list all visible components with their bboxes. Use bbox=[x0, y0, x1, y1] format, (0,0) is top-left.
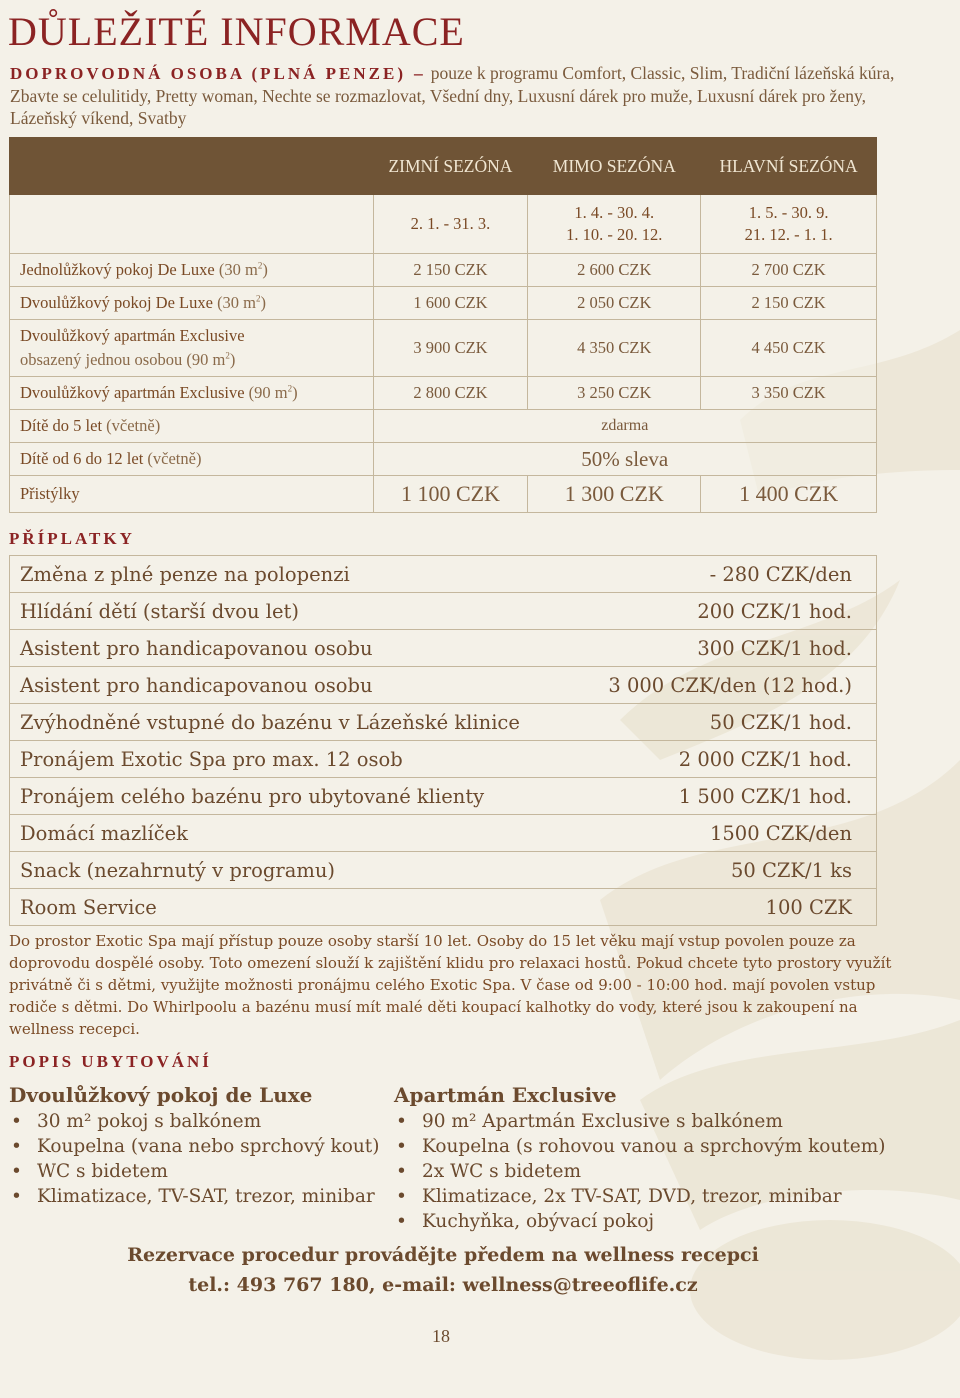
feature-text: Klimatizace, 2x TV-SAT, DVD, trezor, minibar bbox=[422, 1186, 842, 1207]
surcharge-label: Domácí mazlíček bbox=[10, 815, 569, 852]
child-6-12-label: Dítě od 6 do 12 let (včetně) bbox=[10, 443, 374, 476]
surcharge-row bbox=[10, 815, 877, 852]
bullet-icon: • bbox=[396, 1186, 407, 1207]
feature-item bbox=[9, 1184, 389, 1209]
feature-item bbox=[9, 1109, 389, 1134]
feature-item bbox=[394, 1134, 914, 1159]
surcharge-label: Zvýhodněné vstupné do bazénu v Lázeňské klinice bbox=[10, 704, 569, 741]
child-under5-value: zdarma bbox=[373, 410, 876, 443]
season-main-name: HLAVNÍ SEZÓNA bbox=[701, 138, 877, 195]
surcharges-heading: PŘÍPLATKY bbox=[9, 529, 135, 548]
price-row bbox=[10, 287, 877, 320]
feature-text: 90 m² Apartmán Exclusive s balkónem bbox=[422, 1111, 783, 1132]
surcharge-value: 300 CZK/1 hod. bbox=[569, 630, 877, 667]
extra-bed-row bbox=[10, 476, 877, 513]
price-main: 2 150 CZK bbox=[701, 287, 877, 320]
reservation-note: Rezervace procedur provádějte předem na wellness recepci bbox=[127, 1244, 759, 1266]
header-empty-cell bbox=[10, 138, 374, 195]
season-dates-row bbox=[10, 195, 877, 254]
feature-item bbox=[9, 1159, 389, 1184]
price-off: 2 050 CZK bbox=[528, 287, 701, 320]
price-row bbox=[10, 254, 877, 287]
surcharge-value: 1500 CZK/den bbox=[569, 815, 877, 852]
feature-text: Koupelna (s rohovou vanou a sprchovým koutem) bbox=[422, 1136, 886, 1157]
bullet-icon: • bbox=[396, 1211, 407, 1232]
feature-item bbox=[394, 1109, 914, 1134]
surcharge-row bbox=[10, 852, 877, 889]
feature-text: 2x WC s bidetem bbox=[422, 1161, 581, 1182]
extra-bed-off: 1 300 CZK bbox=[528, 476, 701, 513]
feature-text: Koupelna (vana nebo sprchový kout) bbox=[37, 1136, 380, 1157]
surcharge-row bbox=[10, 630, 877, 667]
surcharge-value: 2 000 CZK/1 hod. bbox=[569, 741, 877, 778]
child-6-12-value: 50% sleva bbox=[373, 443, 876, 476]
season-main-dates: 1. 5. - 30. 9. 21. 12. - 1. 1. bbox=[701, 195, 877, 254]
surcharge-value: 50 CZK/1 hod. bbox=[569, 704, 877, 741]
surcharge-label: Asistent pro handicapovanou osobu bbox=[10, 630, 569, 667]
feature-item bbox=[9, 1134, 389, 1159]
surcharge-row bbox=[10, 593, 877, 630]
price-table bbox=[9, 137, 877, 513]
surcharge-label: Změna z plné penze na polopenzi bbox=[10, 556, 569, 593]
surcharge-label: Pronájem Exotic Spa pro max. 12 osob bbox=[10, 741, 569, 778]
season-off-dates: 1. 4. - 30. 4. 1. 10. - 20. 12. bbox=[528, 195, 701, 254]
companion-text: pouze k programu Comfort, Classic, Slim, Tradiční lázeňská kúra, Zbavte se celulitidy, Pretty woman, Nechte se rozmazlovat, Všední dny, Luxusní dárek pro muže, Luxusní dárek pro ženy, Lázeňský víkend, Svatby bbox=[10, 63, 895, 128]
bullet-icon: • bbox=[396, 1136, 407, 1157]
feature-text: Kuchyňka, obývací pokoj bbox=[422, 1211, 655, 1232]
season-header-row bbox=[10, 138, 877, 195]
surcharge-row bbox=[10, 889, 877, 926]
surcharge-row bbox=[10, 667, 877, 704]
price-winter: 1 600 CZK bbox=[373, 287, 528, 320]
bullet-icon: • bbox=[11, 1111, 22, 1132]
surcharge-label: Room Service bbox=[10, 889, 569, 926]
surcharge-label: Asistent pro handicapovanou osobu bbox=[10, 667, 569, 704]
price-row bbox=[10, 377, 877, 410]
room-deluxe-features bbox=[9, 1109, 389, 1209]
extra-bed-label: Přistýlky bbox=[10, 476, 374, 513]
extra-bed-winter: 1 100 CZK bbox=[373, 476, 528, 513]
price-main: 2 700 CZK bbox=[701, 254, 877, 287]
surcharge-value: - 280 CZK/den bbox=[569, 556, 877, 593]
surcharge-row bbox=[10, 556, 877, 593]
price-winter: 3 900 CZK bbox=[373, 320, 528, 377]
apartment-exclusive-title: Apartmán Exclusive bbox=[394, 1083, 617, 1107]
surcharge-label: Snack (nezahrnutý v programu) bbox=[10, 852, 569, 889]
surcharge-value: 1 500 CZK/1 hod. bbox=[569, 778, 877, 815]
page-number: 18 bbox=[432, 1326, 450, 1346]
bullet-icon: • bbox=[11, 1161, 22, 1182]
price-off: 4 350 CZK bbox=[528, 320, 701, 377]
feature-text: Klimatizace, TV-SAT, trezor, minibar bbox=[37, 1186, 375, 1207]
room-label: Dvoulůžkový pokoj De Luxe (30 $m^2$) bbox=[10, 287, 374, 320]
surcharge-value: 200 CZK/1 hod. bbox=[569, 593, 877, 630]
apartment-exclusive-description bbox=[394, 1083, 914, 1234]
bullet-icon: • bbox=[396, 1161, 407, 1182]
price-main: 3 350 CZK bbox=[701, 377, 877, 410]
surcharge-label: Hlídání dětí (starší dvou let) bbox=[10, 593, 569, 630]
companion-info bbox=[10, 62, 910, 129]
surcharge-row bbox=[10, 704, 877, 741]
bullet-icon: • bbox=[11, 1136, 22, 1157]
bullet-icon: • bbox=[396, 1111, 407, 1132]
extra-bed-main: 1 400 CZK bbox=[701, 476, 877, 513]
season-winter-name: ZIMNÍ SEZÓNA bbox=[373, 138, 528, 195]
season-off-name: MIMO SEZÓNA bbox=[528, 138, 701, 195]
companion-dash: – bbox=[413, 63, 423, 83]
feature-text: 30 m² pokoj s balkónem bbox=[37, 1111, 262, 1132]
price-winter: 2 150 CZK bbox=[373, 254, 528, 287]
surcharge-row bbox=[10, 741, 877, 778]
season-winter-dates: 2. 1. - 31. 3. bbox=[373, 195, 528, 254]
accommodation-heading: POPIS UBYTOVÁNÍ bbox=[9, 1052, 212, 1071]
price-off: 2 600 CZK bbox=[528, 254, 701, 287]
child-6-12-row bbox=[10, 443, 877, 476]
surcharge-value: 100 CZK bbox=[569, 889, 877, 926]
companion-heading: DOPROVODNÁ OSOBA (PLNÁ PENZE) bbox=[10, 64, 406, 83]
feature-item bbox=[394, 1159, 914, 1184]
price-off: 3 250 CZK bbox=[528, 377, 701, 410]
price-main: 4 450 CZK bbox=[701, 320, 877, 377]
room-deluxe-title: Dvoulůžkový pokoj de Luxe bbox=[9, 1083, 313, 1107]
price-row bbox=[10, 320, 877, 377]
surcharges-table bbox=[9, 555, 877, 926]
surcharge-value: 50 CZK/1 ks bbox=[569, 852, 877, 889]
apartment-exclusive-features bbox=[394, 1109, 914, 1234]
surcharge-label: Pronájem celého bazénu pro ubytované klienty bbox=[10, 778, 569, 815]
child-under5-label: Dítě do 5 let (včetně) bbox=[10, 410, 374, 443]
room-label: Dvoulůžkový apartmán Exclusive (90 $m^2$) bbox=[10, 377, 374, 410]
dates-empty-cell bbox=[10, 195, 374, 254]
room-deluxe-description bbox=[9, 1083, 389, 1209]
price-winter: 2 800 CZK bbox=[373, 377, 528, 410]
surcharge-value: 3 000 CZK/den (12 hod.) bbox=[569, 667, 877, 704]
contact-info: tel.: 493 767 180, e-mail: wellness@treeoflife.cz bbox=[188, 1274, 698, 1296]
bullet-icon: • bbox=[11, 1186, 22, 1207]
room-label: Jednolůžkový pokoj De Luxe (30 $m^2$) bbox=[10, 254, 374, 287]
page-title: DŮLEŽITÉ INFORMACE bbox=[8, 9, 465, 54]
room-label: Dvoulůžkový apartmán Exclusive obsazený jednou osobou (90 $m^2$) bbox=[10, 320, 374, 377]
surcharge-row bbox=[10, 778, 877, 815]
feature-item bbox=[394, 1184, 914, 1209]
feature-item bbox=[394, 1209, 914, 1234]
feature-text: WC s bidetem bbox=[37, 1161, 168, 1182]
exotic-spa-note: Do prostor Exotic Spa mají přístup pouze osoby starší 10 let. Osoby do 15 let věku mají vstup povolen pouze za doprovodu dospělé osoby. Toto omezení slouží k zajištění klidu pro relaxaci hostů. Pokud chcete tyto prostory využít privátně či s dětmi, využijte možnosti pronájmu celého Exotic Spa. V čase od 9:00 - 10:00 hod. mají povolen vstup rodiče s dětmi. Do Whirlpoolu a bazénu musí mít malé děti koupací kalhotky do vody, které jsou k zakoupení na wellness recepci. bbox=[9, 932, 892, 1038]
child-under5-row bbox=[10, 410, 877, 443]
